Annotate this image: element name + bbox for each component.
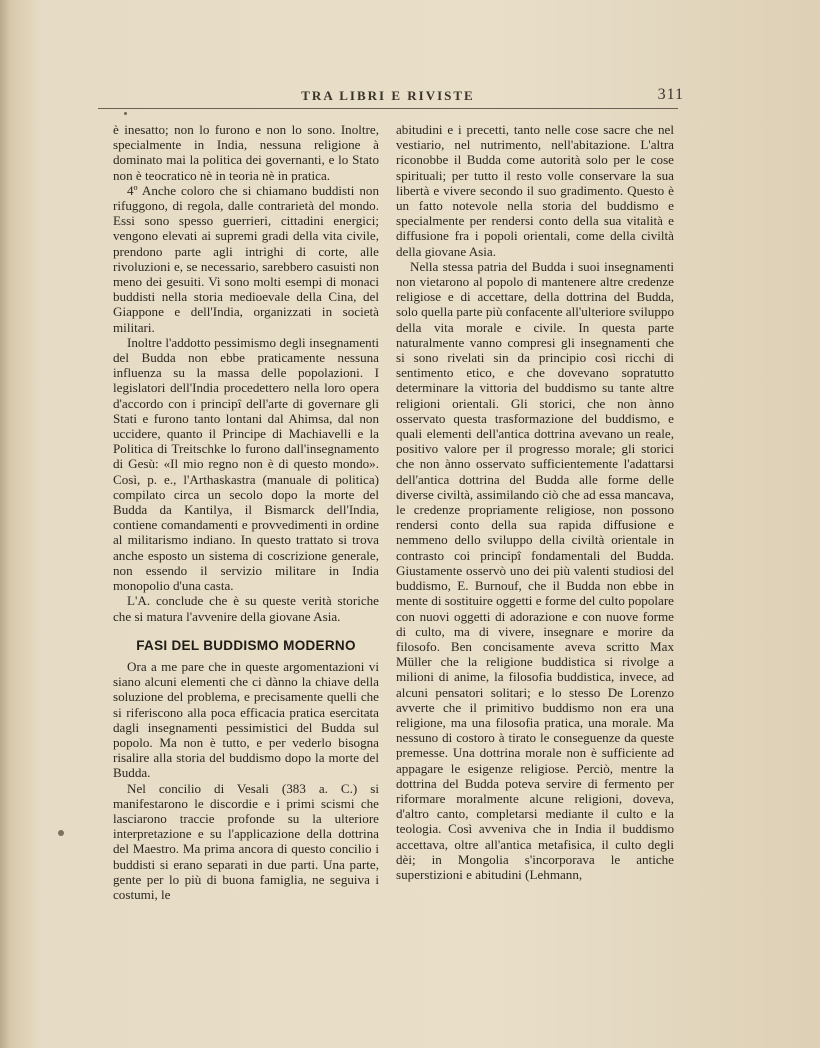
running-header [98, 86, 684, 109]
right-column [396, 122, 674, 882]
paragraph: L'A. conclude che è su queste verità storiche che si matura l'avvenire della giovane Asia. [113, 593, 379, 624]
paragraph: 4º Anche coloro che si chiamano buddisti non rifuggono, di regola, dalle contrarietà del mondo. Essi sono spesso guerrieri, cittadini energici; vengono elevati ai supremi gradi della vita civile, prendono parte agli intrighi di corte, alle rivoluzioni e, se necessario, sarebbero casuisti non meno dei gesuiti. Vi sono molti esempi di monaci buddisti nella storia medioevale della Cina, del Giappone e dell'India, organizzati in società militari. [113, 182, 379, 335]
running-title: TRA LIBRI E RIVISTE [301, 88, 475, 103]
left-column [113, 122, 379, 902]
paragraph: Ora a me pare che in queste argomentazioni vi siano alcuni elementi che ci dànno la chiave della soluzione del problema, e precisamente quelli che si riferiscono alla poca efficacia pratica esercitata dagli insegnamenti pessimistici del Budda sul popolo. Ma non è tutto, e per vederlo bisogna risalire alla storia del buddismo dopo la morte del Budda. [113, 658, 379, 781]
paragraph: Nella stessa patria del Budda i suoi insegnamenti non vietarono al popolo di mantenere altre credenze religiose e di accettare, della dottrina del Budda, solo quella parte più confacente all'ulteriore sviluppo della vita morale e civile. In questa parte naturalmente vanno compresi gli insegnamenti che si sono rivelati sin da principio così ricchi di sentimento etico, e che dovevano sopratutto determinare la vittoria del buddismo su tante altre religioni orientali. Gli storici, che non ànno osservato questa trasformazione del buddismo, e quali elementi dell'antica dottrina avevano un reale, positivo valore per il progresso morale; gli storici che non ànno osservato sufficientemente l'adattarsi dell'antica dottrina del Budda alle forme delle diverse civiltà, assimilando ciò che ad essa mancava, le credenze propriamente religiose, non possono rendersi conto della sua rapida diffusione e nemmeno dello sviluppo della civiltà orientale in contrasto coi principî fondamentali del Budda. Giustamente osservò uno dei più valenti studiosi del buddismo, E. Burnouf, che il Budda non ebbe in mente di sostituire oggetti e forme del culto popolare con nuovi oggetti di adorazione e con nuove forme di culto, ma di vivere, insegnare e morire da filosofo. Ben concisamente aveva scritto Max Müller che la religione buddistica si rivolge a milioni di anime, la filosofia buddistica, invece, ad alcuni pensatori solitari; e lo stesso De Lorenzo avverte che il primitivo buddismo non era una religione, ma una filosofia pratica, una morale. Ma nessuno di costoro à tirato le conseguenze da queste premesse. Una dottrina morale non è sufficiente ad appagare le esigenze religiose. Perciò, mentre la dottrina del Budda poteva servire di fermento per riformare moralmente alcune religioni, doveva, d'altro canto, completarsi mediante il culto e la teologia. Così avveniva che in India il buddismo accettava, oltre all'antica metafisica, il culto degli dèi; in Mongolia s'incorporava le antiche superstizioni e abitudini (Lehmann, [396, 258, 674, 882]
section-heading: FASI DEL BUDDISMO MODERNO [136, 637, 356, 653]
paragraph: è inesatto; non lo furono e non lo sono. Inoltre, specialmente in India, nessuna religione à dominato mai la politica dei governanti, e lo Stato non è teocratico nè in teoria nè in pratica. [113, 122, 379, 183]
paragraph: abitudini e i precetti, tanto nelle cose sacre che nel vestiario, nel nutrimento, nell'abitazione. L'altra riconobbe il Budda come autorità solo per le cose spirituali; per tutto il resto volle conservare la sua libertà e vivere secondo il suo gradimento. Questo è un fatto notevole nella storia del buddismo e specialmente per rendersi conto della sua vitalità e diffusione fra i popoli orientali, come della civiltà della giovane Asia. [396, 122, 674, 259]
page-number: 311 [657, 86, 684, 103]
margin-mark [58, 830, 64, 836]
paragraph: Nel concilio di Vesali (383 a. C.) si manifestarono le discordie e i primi scismi che lasciarono traccie profonde su la ulteriore interpretazione e su l'applicazione della dottrina del Maestro. Ma prima ancora di questo concilio i buddisti si erano separati in due parti. Una parte, gente per lo più di buona famiglia, ne seguiva i costumi, le [113, 780, 379, 902]
paragraph: Inoltre l'addotto pessimismo degli insegnamenti del Budda non ebbe praticamente nessuna influenza su la massa delle popolazioni. I legislatori dell'India procedettero nella loro opera d'accordo con i principî dell'arte di governare gli Stati e furono tanto lontani dal Ahimsa, dal non uccidere, quanto il Principe di Machiavelli e la Politica di Treitschke lo furono dall'insegnamento di Gesù: «Il mio regno non è di questo mondo». Così, p. e., l'Arthaskastra (manuale di politica) compilato circa un secolo dopo la morte del Budda da Kantilya, il Bismarck dell'India, contiene comandamenti e provvedimenti in ordine al militarismo indiano. In questo trattato si trova anche esposto un sistema di coscrizione generale, non essendo il servizio militare in India monopolio d'una casta. [113, 334, 379, 594]
ink-speck [124, 112, 127, 115]
